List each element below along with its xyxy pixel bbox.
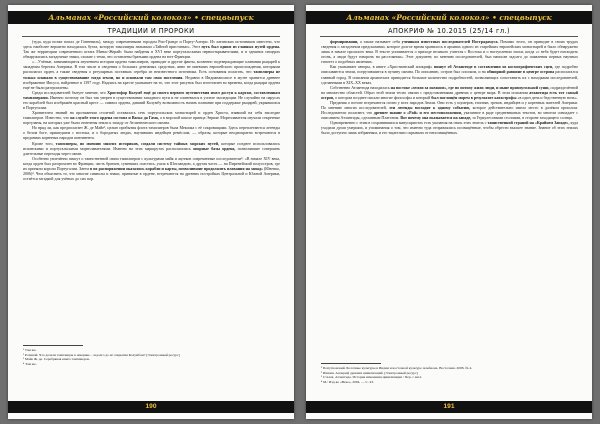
footnote: ² Ролинай. Что делали тамплиеры в Америке – задолго до её открытия Колумбом? [Электронный ресурс]	[23, 352, 180, 357]
text-run: располагался главный город. В описании архипелага приводится большое количество подробностей, позволяющих сопоставить их с находками исследователей, сделанными в XIX–XX веках.	[321, 69, 578, 85]
bold-text: древнее знание о «Рай» и его местоположении,	[373, 110, 464, 116]
running-header: Альманах «Российский колокол» • спецвыпуск	[8, 11, 294, 24]
footnotes	[321, 363, 578, 384]
bold-text: на службе этого ордена состоял и Васко да Гама,	[70, 115, 160, 121]
footnote: ⁴ М.: Изд-во «Вече», 2004. — С. 43.	[321, 379, 374, 384]
text-run: а в морской школе принца Энрике Мореплавателя изучали секретные портуланы, на которых уже были отмечены земли к западу от Атлантического океана.	[23, 115, 281, 126]
page-body	[321, 39, 578, 135]
paragraph	[23, 156, 280, 181]
page-number: 190	[8, 401, 294, 413]
text-run: (туда, куда позже попал де Гонневиль), между современными городом Рио-Гранде и Порту-Алегри. Из латинских источников известно, что здесь наиболее вероятно находилась бухта, которую тамплиеры называли «Тайной пристанью». Этот	[23, 39, 280, 50]
bold-text: тамплиеры, по мнению многих историков, создали систему тайных морских путей,	[55, 140, 222, 146]
text-run: куда уходили души умерших, и упоминания о том, что именно туда отправлялись посвящённые, чтобы обрести высшее знание. Знание об этих землях было доступно лишь избранным, и его тщательно скрывали от непосвящённых.	[321, 120, 578, 136]
text-run: «в один день и бедственную ночь».	[517, 94, 578, 100]
paragraph	[23, 59, 280, 89]
footnote-divider	[321, 363, 381, 364]
text-run: указанное в ряде средневековых текстов, во многом совпадает с описанием Атлантиды, сделанным Платоном.	[321, 110, 578, 121]
text-run: которые позднее использовались испанскими и португальскими мореплавателями. Именно на этих маршрутах располагались	[23, 140, 281, 151]
footnote: ¹ Попутновский. Болотные культуры в Индии и восточной культуре Альбиона. Восточная. 2008. № 4.	[321, 366, 473, 370]
text-run: Так же территории современного штата Минас-Жерайс были найдены в XVI веке португальскими первооткрывателями, и в здешних пещерах обнаружились загадочные знаки, схожие с теми, что оставлены братьями ордена на юге Франции.	[23, 49, 280, 60]
bold-text: тамплиеры не только плавали в существовавшие тогда земли, но и основали там свои поселения.	[23, 69, 280, 80]
divider	[320, 36, 578, 37]
text-run: а также называет себя	[360, 39, 402, 44]
text-run: Хранителем знаний на протяжении столетий оставалась сеть португальских монастырей и орден Христа, взявший на себя наследие тамплиеров. Известно, что	[23, 110, 280, 121]
text-run: Собственно Атлантида находилась	[330, 84, 391, 90]
bold-text: путь был одним из главных путей ордена.	[201, 44, 280, 50]
page-body	[23, 39, 280, 181]
bold-text: Христофор Колумб ещё до своего первого путешествия имел доступ к картам, составленным тамплиерами.	[23, 89, 280, 100]
text-run: подразделённой на множество областей. Образ этой земли тесно связан с представлениями древних о центре мира. В этом описании	[321, 84, 579, 95]
bold-text: был поглощён морем в результате катастрофы	[431, 94, 518, 100]
bold-text: на востоке «земли за океаном», где по потопу жили люди, и ныне прямоугольной суши,	[390, 84, 551, 90]
text-run: (Ювенко, 2006)³. Чем объяснить то, что многие символы и знаки, принятые в ордене, встречаются на древних постройках Центральной и Южной Америки, остаётся загадкой для учёных до сих пор.	[23, 165, 280, 182]
bold-text: учеником известных последователей Нострадамуса.	[401, 39, 501, 44]
paragraph	[23, 110, 280, 125]
bold-text: обширной равнине в центре острова	[486, 69, 556, 75]
bold-text: атлантида есть тот самый остров,	[321, 89, 578, 100]
paragraph	[321, 85, 578, 100]
footnote: ³ Майе Ж. де. Серебряная книга тамплиеров.	[23, 357, 90, 361]
text-run: о котором позднее писали многие философы и который	[335, 94, 432, 100]
text-run: Особенно увлечённо пишут о таинственной связи тамплиеров с культурами майя и ацтеков современные исследователи²: «В начале XIV века, когда орден был разгромлен во Франции, часть братьев, сумевших спастись, ушла в Шотландию, а другая часть — на Пиренейский полуостров, где их приняли короли Португалии. Затем	[23, 155, 280, 171]
footnotes	[23, 345, 280, 366]
footnote: ³ Сталев. Атлантида. История изменения цивилизации / Пер. с англ.	[321, 375, 423, 379]
text-run: Кроме того,	[32, 140, 56, 146]
bold-text: формировании,	[330, 39, 361, 44]
right-page[interactable]	[306, 5, 592, 419]
text-run: Но вряд ли, как предполагает Ж. де Майе¹, целью прибытия флота тамплиеров была Мексика с её сокровищами. Здесь переплетаются легенды о белом боге, пришедшем с востока, и о бородатых людях, научивших индейцев ремёслам, — образы, которые неоднократно встречаются в преданиях коренных народов континента.	[23, 125, 280, 141]
bold-text: таинственной страной на «Крайнем Западе»,	[487, 120, 571, 126]
text-run: Именно поэтому он был так уверен в существовании западного пути и не сомневался в успехе экспедиции. Не случайно на парусах его кораблей был изображён красный крест — символ ордена, давший Колумбу возможность начать плавание при поддержке рыцарей, укрывшихся в Португалии.	[23, 94, 280, 111]
page-number: 191	[306, 401, 592, 413]
text-run: «…Учёные, занимающиеся изучением истории ордена тамплиеров, приводят и другие факты, косвенно подтверждающие плавания рыцарей к западным берегам Америки. В том числе и сведения о больших денежных средствах, явно не имевших европейского происхождения, которыми располагал орден, а также сведения о регулярных поставках серебра из неизвестного источника. Есть основания полагать, что	[23, 59, 280, 75]
divider	[22, 36, 280, 37]
left-page[interactable]	[8, 5, 294, 419]
paragraph	[321, 64, 578, 84]
text-run: Предания о потопе встречаются почти у всех народов Земли. Они есть у шумеров, египтян, греков, индийцев и у коренных жителей Америки. По мнению многих исследователей,	[321, 99, 578, 111]
paragraph	[23, 125, 280, 140]
bold-text: пишут об Атлантиде в составлении из космографических сцен,	[433, 64, 555, 70]
text-run: Одновременно с этим в сохранившихся манускриптах есть указания на связь этих земель с	[330, 120, 488, 126]
footnote: ⁴ Там же.	[23, 361, 37, 366]
bold-text: опорные базы ордена,	[193, 145, 238, 151]
bold-text: эти легенды восходят к одному событию,	[389, 105, 473, 111]
text-run: Среди исследователей бытует мнение, что	[32, 89, 108, 95]
running-header: Альманах «Российский колокол» • спецвыпуск	[306, 11, 592, 24]
footnote: ² Ишкин. Апокриф древних цивилизаций. [Электронный ресурс]	[321, 370, 418, 375]
text-run: где подробно описываются земли, погрузившиеся в пучину океана. По описанию, остров был плоским, и на	[321, 64, 578, 75]
bold-text: в их распоряжении оказались корабли и карты, позволившие продолжить плавания на запад»	[89, 165, 264, 171]
text-run: за Геркулесовыми столпами, в стороне заходящего солнца.	[472, 115, 573, 121]
text-run: которое действительно имело место в далёком прошлом. Исследователи полагают, что	[321, 105, 578, 116]
section-title: АПОКРИФ № 10.2015 (25/14 гл.)	[388, 27, 510, 35]
footnote: ¹ Там же.	[23, 348, 37, 352]
paragraph	[23, 90, 280, 110]
paragraph	[321, 39, 578, 64]
section-title: ТРАДИЦИИ И ПРОРОКИ	[107, 27, 195, 35]
text-run: Помимо этого, он приводит в своих трудах сведения о загадочном предсказании, которое долгое время хранилось в архивах одного из старейших европейских монастырей и было обнаружено лишь в начале прошлого века. В тексте упоминается о приходе великого учителя с Востока и о наступлении эпохи, когда «с неба будет нисходить огонь, а люди будут говорить на расстоянии». Этот документ, по мнению исследователей, был написан задолго до появления первых научных гипотез о подобных явлениях.	[321, 39, 578, 65]
paragraph	[321, 100, 578, 120]
paragraph	[321, 120, 578, 135]
text-run: Недавно в Индианаполисе в музее хранится древнее изображение Иисуса, найденное в 1397 году. Надпись на кресте указывает на то, что этот рисунок был изготовлен во времена, когда рыцари ордена ещё не были разгромлены.	[23, 74, 280, 90]
paragraph	[23, 39, 280, 59]
bold-text: Вот почему она оказывается на западе,	[400, 115, 473, 121]
paragraph	[23, 141, 280, 156]
footnote-divider	[23, 345, 83, 346]
text-run: позволявшие совершать длительные переходы через океан.	[23, 145, 280, 156]
text-run: Как указывают авторы, в книге «Христианский апокриф»	[330, 64, 434, 70]
